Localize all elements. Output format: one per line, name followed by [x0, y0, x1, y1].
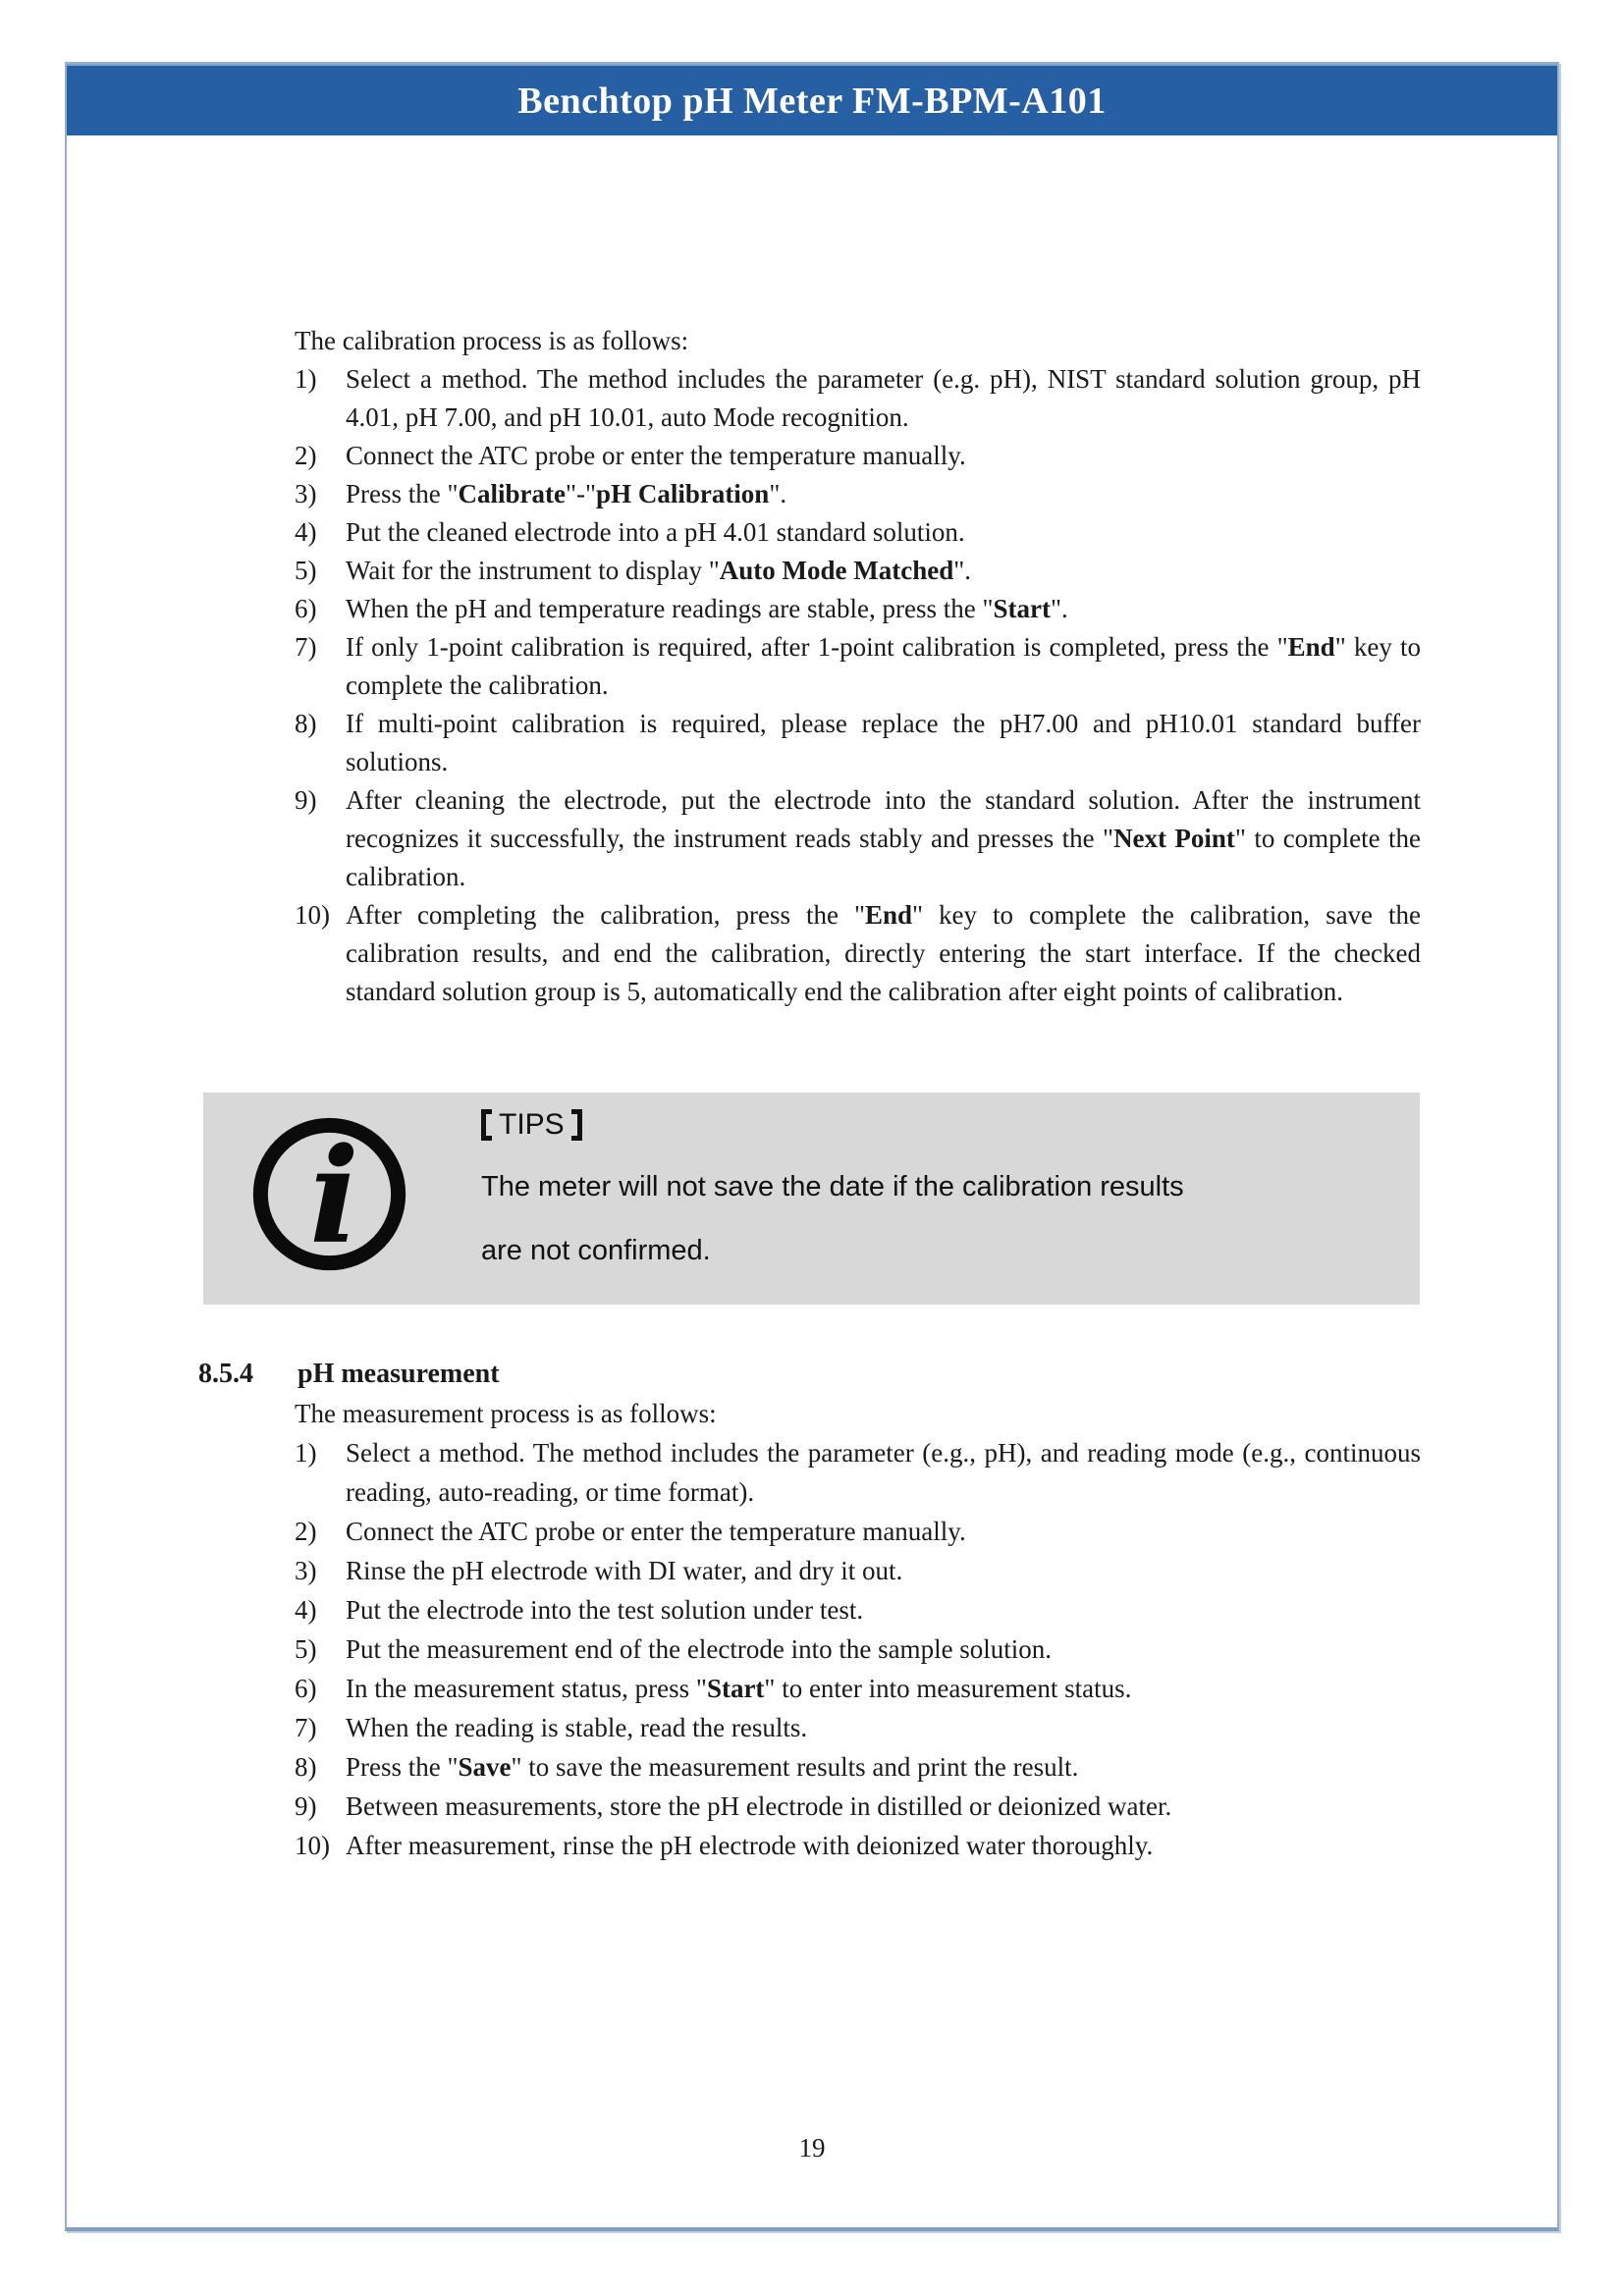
list-marker: 1): [295, 364, 317, 394]
list-marker: 1): [295, 1438, 317, 1468]
list-item: 9) Between measurements, store the pH electrode in distilled or deionized water.: [295, 1787, 1421, 1826]
list-item: 10) After completing the calibration, press the "End" key to complete the calibration, save the calibration results, and end the calibration, directly entering the start interface. If the checked standard solution group is 5, automatically end the calibration after eight points of calibration.: [295, 896, 1421, 1011]
list-item: 6) When the pH and temperature readings are stable, press the "Start".: [295, 590, 1421, 628]
list-item: 8) If multi-point calibration is required, please replace the pH7.00 and pH10.01 standard buffer solutions.: [295, 705, 1421, 781]
list-marker: 6): [295, 1674, 317, 1703]
tips-text-line2: are not confirmed.: [481, 1235, 711, 1266]
info-icon: [247, 1112, 411, 1276]
section-heading: [198, 1355, 1421, 1394]
list-marker: 9): [295, 785, 317, 815]
list-marker: 10): [295, 1831, 330, 1860]
page-header-bar: [67, 64, 1557, 135]
list-item: 2) Connect the ATC probe or enter the temperature manually.: [295, 1512, 1421, 1551]
list-item: 5) Wait for the instrument to display "Auto Mode Matched".: [295, 552, 1421, 590]
tips-label: TIPS: [499, 1108, 565, 1141]
list-item: 7) If only 1-point calibration is required, after 1-point calibration is completed, press the "End" key to complete the calibration.: [295, 628, 1421, 705]
list-item: 7) When the reading is stable, read the results.: [295, 1708, 1421, 1747]
list-item: 9) After cleaning the electrode, put the electrode into the standard solution. After the instrument recognizes it successfully, the instrument reads stably and presses the "Next Point" to complete the calibration.: [295, 781, 1421, 896]
list-marker: 10): [295, 900, 330, 930]
measurement-intro: The measurement process is as follows:: [295, 1399, 717, 1428]
list-marker: 3): [295, 1556, 317, 1585]
page-title: Benchtop pH Meter FM-BPM-A101: [517, 80, 1107, 122]
list-item: 5) Put the measurement end of the electrode into the sample solution.: [295, 1629, 1421, 1669]
list-marker: 7): [295, 632, 317, 662]
calibration-intro: The calibration process is as follows:: [295, 326, 689, 355]
list-item: 3) Press the "Calibrate"-"pH Calibration".: [295, 475, 1421, 513]
list-item: 4) Put the electrode into the test solution under test.: [295, 1590, 1421, 1629]
list-item: 3) Rinse the pH electrode with DI water, and dry it out.: [295, 1551, 1421, 1590]
tips-box: [203, 1093, 1420, 1305]
left-bracket-glyph: [481, 1109, 492, 1141]
page-frame: [65, 62, 1559, 2231]
list-marker: 8): [295, 709, 317, 738]
list-item: 10) After measurement, rinse the pH electrode with deionized water thoroughly.: [295, 1826, 1421, 1865]
measurement-body: [295, 1394, 1421, 1865]
section-number: 8.5.4: [198, 1359, 253, 1389]
section-title: pH measurement: [298, 1359, 500, 1389]
list-marker: 5): [295, 556, 317, 585]
measurement-section: [198, 1355, 1421, 1865]
list-marker: 5): [295, 1634, 317, 1664]
tips-text-line1: The meter will not save the date if the calibration results: [481, 1171, 1184, 1202]
list-marker: 9): [295, 1791, 317, 1821]
list-marker: 4): [295, 1595, 317, 1625]
calibration-section: [295, 322, 1421, 1011]
list-marker: 2): [295, 441, 317, 470]
page-number: 19: [798, 2133, 826, 2163]
list-item: 6) In the measurement status, press "Start" to enter into measurement status.: [295, 1669, 1421, 1708]
list-item: 4) Put the cleaned electrode into a pH 4.01 standard solution.: [295, 513, 1421, 552]
list-marker: 3): [295, 479, 317, 508]
svg-text:i: i: [309, 1118, 359, 1273]
tips-title: [481, 1108, 582, 1142]
calibration-list: [295, 360, 1421, 1011]
measurement-list: [295, 1433, 1421, 1865]
list-marker: 2): [295, 1517, 317, 1546]
list-item: 8) Press the "Save" to save the measurement results and print the result.: [295, 1747, 1421, 1787]
list-item: 2) Connect the ATC probe or enter the temperature manually.: [295, 437, 1421, 475]
list-marker: 8): [295, 1752, 317, 1782]
right-bracket-glyph: [571, 1109, 582, 1141]
list-marker: 7): [295, 1713, 317, 1742]
list-marker: 6): [295, 594, 317, 623]
list-marker: 4): [295, 517, 317, 547]
list-item: 1) Select a method. The method includes the parameter (e.g., pH), and reading mode (e.g., continuous reading, auto-reading, or time format).: [295, 1433, 1421, 1512]
list-item: 1) Select a method. The method includes the parameter (e.g. pH), NIST standard solution group, pH 4.01, pH 7.00, and pH 10.01, auto Mode recognition.: [295, 360, 1421, 437]
